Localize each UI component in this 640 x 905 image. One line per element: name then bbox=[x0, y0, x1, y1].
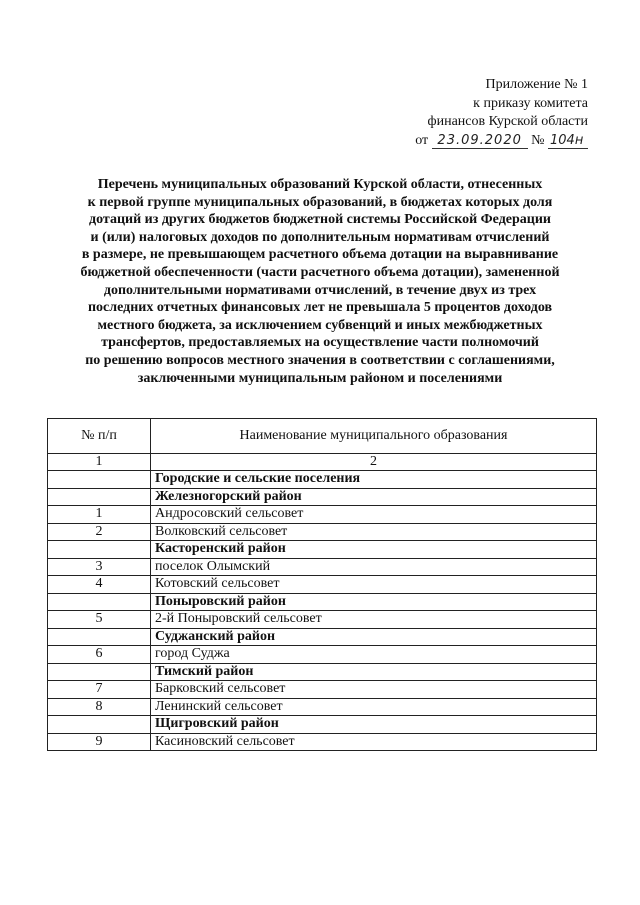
header-name: Наименование муниципального образования bbox=[151, 419, 597, 454]
district-row bbox=[48, 541, 597, 559]
row-number: 8 bbox=[48, 698, 151, 716]
municipalities-table bbox=[47, 418, 597, 751]
title-line: дополнительными нормативами отчислений, в течение двух из трех bbox=[103, 282, 537, 298]
appendix-committee-line: финансов Курской области bbox=[427, 114, 588, 129]
empty-cell bbox=[48, 716, 151, 734]
title-line: бюджетной обеспеченности (части расчетного объема дотации), замененной bbox=[80, 264, 560, 280]
row-number: 4 bbox=[48, 576, 151, 594]
section-row bbox=[48, 471, 597, 489]
district-row bbox=[48, 628, 597, 646]
header-number: № п/п bbox=[48, 419, 151, 454]
municipality-name: поселок Олымский bbox=[151, 558, 597, 576]
district-name: Касторенский район bbox=[151, 541, 597, 559]
title-line: заключенными муниципальным районом и поселениями bbox=[137, 370, 503, 386]
district-name: Щигровский район bbox=[151, 716, 597, 734]
row-number: 5 bbox=[48, 611, 151, 629]
district-name: Поныровский район bbox=[151, 593, 597, 611]
empty-cell bbox=[48, 541, 151, 559]
column-number-2: 2 bbox=[151, 454, 597, 471]
district-row bbox=[48, 593, 597, 611]
municipality-name: Волковский сельсовет bbox=[151, 523, 597, 541]
appendix-title: Приложение № 1 bbox=[485, 77, 588, 92]
district-row bbox=[48, 663, 597, 681]
district-name: Тимский район bbox=[151, 663, 597, 681]
column-numbers-row bbox=[48, 454, 597, 471]
date-prefix: от bbox=[415, 132, 429, 148]
table-row bbox=[48, 506, 597, 524]
municipality-name: город Суджа bbox=[151, 646, 597, 664]
title-line: по решению вопросов местного значения в соответствии с соглашениями, bbox=[85, 352, 555, 368]
table-row bbox=[48, 523, 597, 541]
table-row bbox=[48, 733, 597, 751]
title-line: к первой группе муниципальных образований, в бюджетах которых доля bbox=[87, 194, 553, 210]
municipality-name: Барковский сельсовет bbox=[151, 681, 597, 699]
district-name: Железногорский район bbox=[151, 488, 597, 506]
number-prefix: № bbox=[531, 132, 545, 148]
empty-cell bbox=[48, 663, 151, 681]
table-row bbox=[48, 698, 597, 716]
district-name: Суджанский район bbox=[151, 628, 597, 646]
municipality-name: Ленинский сельсовет bbox=[151, 698, 597, 716]
empty-cell bbox=[48, 488, 151, 506]
table-row bbox=[48, 611, 597, 629]
row-number: 6 bbox=[48, 646, 151, 664]
title-line: местного бюджета, за исключением субвенций и иных межбюджетных bbox=[97, 317, 543, 333]
column-number-1: 1 bbox=[48, 454, 151, 471]
table-row bbox=[48, 646, 597, 664]
title-line: и (или) налоговых доходов по дополнительным нормативам отчислений bbox=[90, 229, 550, 245]
handwritten-number: 104н bbox=[548, 134, 588, 149]
row-number: 2 bbox=[48, 523, 151, 541]
title-line: дотаций из других бюджетов бюджетной системы Российской Федерации bbox=[89, 212, 551, 228]
district-row bbox=[48, 716, 597, 734]
title-line: в размере, не превышающем расчетного объема дотации на выравнивание bbox=[81, 247, 559, 263]
appendix-order-line: к приказу комитета bbox=[473, 95, 588, 111]
title-line: Перечень муниципальных образований Курской области, отнесенных bbox=[97, 177, 543, 192]
district-row bbox=[48, 488, 597, 506]
appendix-block bbox=[348, 76, 588, 150]
title-line: трансфертов, предоставляемых на осуществление части полномочий bbox=[101, 335, 539, 351]
row-number: 1 bbox=[48, 506, 151, 524]
municipality-name: Касиновский сельсовет bbox=[151, 733, 597, 751]
row-number: 9 bbox=[48, 733, 151, 751]
handwritten-date: 23.09.2020 bbox=[432, 134, 528, 149]
empty-cell bbox=[48, 471, 151, 489]
municipality-name: Андросовский сельсовет bbox=[151, 506, 597, 524]
row-number: 3 bbox=[48, 558, 151, 576]
municipality-name: Котовский сельсовет bbox=[151, 576, 597, 594]
appendix-date-line bbox=[348, 132, 588, 151]
table-row bbox=[48, 681, 597, 699]
table-row bbox=[48, 576, 597, 594]
table-row bbox=[48, 558, 597, 576]
section-title: Городские и сельские поселения bbox=[151, 471, 597, 489]
row-number: 7 bbox=[48, 681, 151, 699]
municipality-name: 2-й Поныровский сельсовет bbox=[151, 611, 597, 629]
document-title bbox=[40, 176, 600, 387]
empty-cell bbox=[48, 628, 151, 646]
empty-cell bbox=[48, 593, 151, 611]
title-line: последних отчетных финансовых лет не превышала 5 процентов доходов bbox=[87, 300, 553, 316]
table-header-row bbox=[48, 419, 597, 454]
